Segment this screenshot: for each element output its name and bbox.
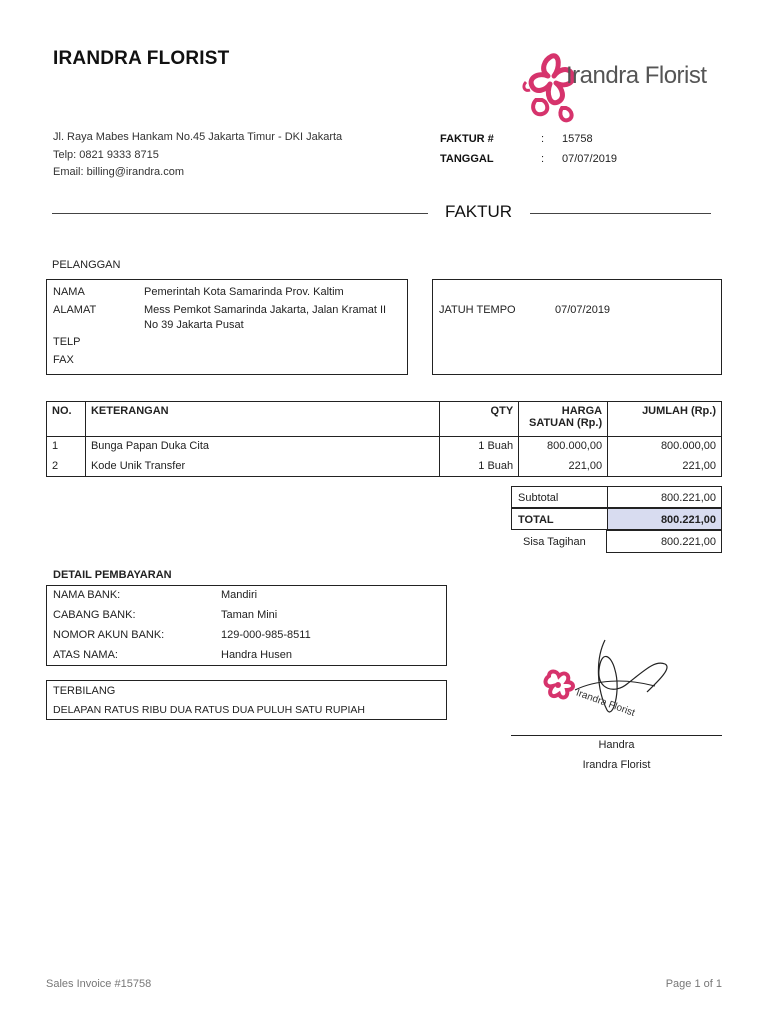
bank-value: Mandiri bbox=[221, 589, 258, 601]
holder-label: ATAS NAMA: bbox=[53, 649, 118, 661]
row-amount: 221,00 bbox=[608, 457, 722, 477]
branch-value: Taman Mini bbox=[221, 609, 278, 621]
total-label: TOTAL bbox=[518, 514, 554, 526]
due-date: 07/07/2019 bbox=[555, 304, 611, 316]
row-unit-price: 800.000,00 bbox=[519, 437, 608, 457]
account-label: NOMOR AKUN BANK: bbox=[53, 629, 165, 641]
in-words-text: DELAPAN RATUS RIBU DUA RATUS DUA PULUH SATU RUPIAH bbox=[53, 704, 365, 716]
header-unit-price-line2: SATUAN (Rp.) bbox=[528, 417, 603, 429]
signature-icon bbox=[535, 630, 695, 730]
header-amount: JUMLAH (Rp.) bbox=[608, 402, 722, 437]
invoice-date-label: TANGGAL bbox=[440, 153, 494, 165]
branch-label: CABANG BANK: bbox=[53, 609, 136, 621]
table-row bbox=[47, 457, 722, 477]
table-row bbox=[47, 437, 722, 457]
customer-box bbox=[46, 279, 408, 375]
document-title: FAKTUR bbox=[445, 202, 513, 221]
customer-name-label: NAMA bbox=[53, 286, 85, 298]
company-logo bbox=[522, 50, 722, 125]
items-table bbox=[46, 401, 722, 477]
holder-value: Handra Husen bbox=[221, 649, 292, 661]
customer-heading: PELANGGAN bbox=[52, 259, 121, 271]
row-qty: 1 Buah bbox=[440, 437, 519, 457]
customer-phone-label: TELP bbox=[53, 336, 81, 348]
customer-address-line2: No 39 Jakarta Pusat bbox=[144, 319, 244, 331]
subtotal-value: 800.221,00 bbox=[660, 492, 716, 504]
header-qty: QTY bbox=[440, 402, 519, 437]
footer-page-number: Page 1 of 1 bbox=[665, 978, 722, 990]
customer-address-label: ALAMAT bbox=[53, 304, 97, 316]
header-unit-price bbox=[519, 402, 608, 437]
balance-value: 800.221,00 bbox=[660, 536, 716, 548]
company-phone: Telp: 0821 9333 8715 bbox=[53, 149, 159, 161]
customer-name: Pemerintah Kota Samarinda Prov. Kaltim bbox=[144, 286, 344, 298]
payment-heading: DETAIL PEMBAYARAN bbox=[53, 569, 172, 581]
signer-company: Irandra Florist bbox=[582, 759, 651, 771]
header-description: KETERANGAN bbox=[85, 402, 439, 437]
company-name: IRANDRA FLORIST bbox=[53, 48, 230, 69]
row-description: Kode Unik Transfer bbox=[85, 457, 439, 477]
invoice-number-sep: : bbox=[541, 133, 545, 145]
title-divider-left bbox=[52, 213, 428, 214]
due-box bbox=[432, 279, 722, 375]
payment-box bbox=[46, 585, 447, 666]
logo-wordmark: Irandra Florist bbox=[566, 62, 707, 89]
customer-fax-label: FAX bbox=[53, 354, 74, 366]
signature-stamp bbox=[535, 630, 695, 730]
invoice-number: 15758 bbox=[562, 133, 593, 145]
stamp-text: Irandra Florist bbox=[574, 687, 637, 719]
account-value: 129-000-985-8511 bbox=[221, 629, 311, 641]
company-address: Jl. Raya Mabes Hankam No.45 Jakarta Timur - DKI Jakarta bbox=[53, 131, 343, 143]
row-unit-price: 221,00 bbox=[519, 457, 608, 477]
total-row bbox=[511, 508, 722, 530]
in-words-box bbox=[46, 680, 447, 720]
company-email: Email: billing@irandra.com bbox=[53, 166, 184, 178]
signer-name: Handra bbox=[598, 739, 635, 751]
bank-label: NAMA BANK: bbox=[53, 589, 121, 601]
subtotal-row bbox=[511, 486, 722, 508]
signature-line bbox=[511, 735, 722, 736]
header-no: NO. bbox=[47, 402, 86, 437]
total-value: 800.221,00 bbox=[660, 514, 716, 526]
row-no: 1 bbox=[47, 437, 86, 457]
footer-invoice-ref: Sales Invoice #15758 bbox=[46, 978, 152, 990]
subtotal-label: Subtotal bbox=[518, 492, 559, 504]
header-unit-price-line1: HARGA bbox=[561, 405, 603, 417]
in-words-label: TERBILANG bbox=[53, 685, 116, 697]
due-label: JATUH TEMPO bbox=[439, 304, 516, 316]
items-header-row bbox=[47, 402, 722, 437]
balance-label: Sisa Tagihan bbox=[523, 536, 586, 548]
invoice-number-label: FAKTUR # bbox=[440, 133, 494, 145]
row-amount: 800.000,00 bbox=[608, 437, 722, 457]
balance-box bbox=[606, 530, 722, 553]
customer-address-line1: Mess Pemkot Samarinda Jakarta, Jalan Kramat II bbox=[144, 304, 387, 316]
invoice-date: 07/07/2019 bbox=[562, 153, 618, 165]
title-divider-right bbox=[530, 213, 711, 214]
row-description: Bunga Papan Duka Cita bbox=[85, 437, 439, 457]
row-no: 2 bbox=[47, 457, 86, 477]
invoice-date-sep: : bbox=[541, 153, 545, 165]
row-qty: 1 Buah bbox=[440, 457, 519, 477]
